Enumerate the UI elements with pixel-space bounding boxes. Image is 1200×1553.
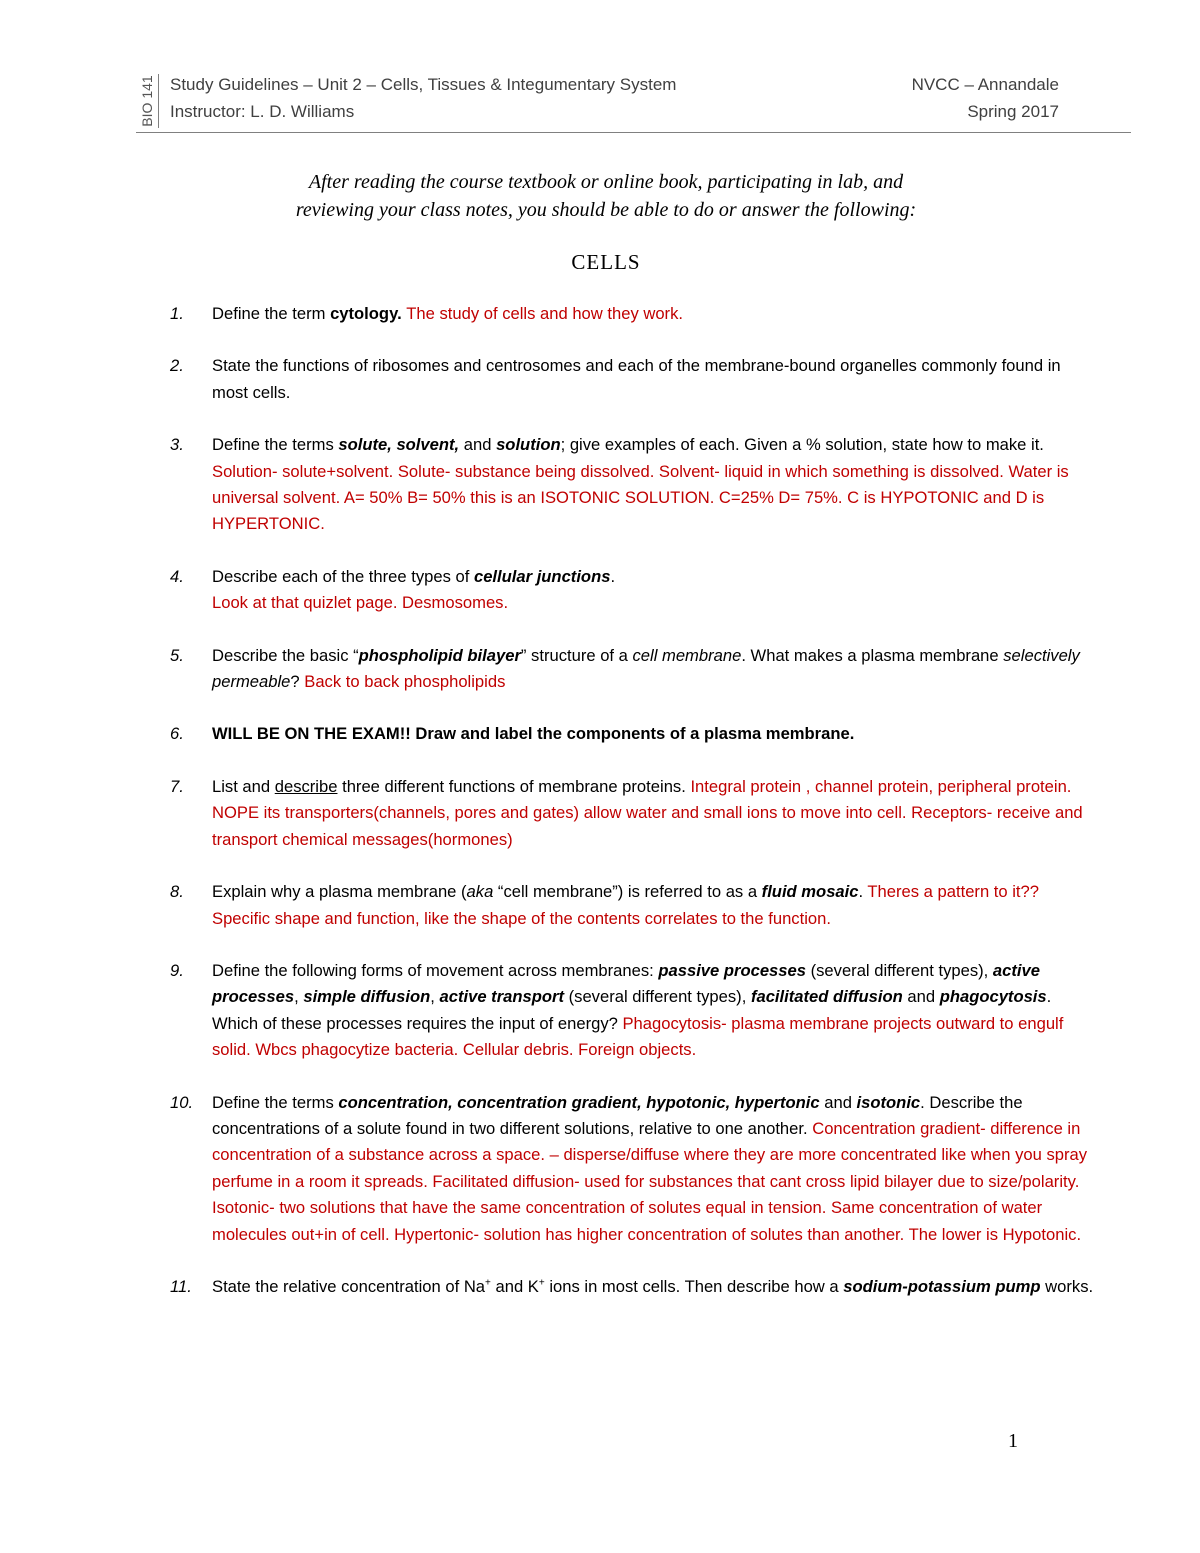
question-9 <box>170 958 1100 1064</box>
question-text: Explain why a plasma membrane ( <box>212 882 467 902</box>
section-title: CELLS <box>571 250 641 274</box>
question-number: 10. <box>170 1092 194 1112</box>
question-text: ” structure of a <box>520 645 633 665</box>
key-term: sodium-potassium pump <box>843 1276 1041 1296</box>
question-2 <box>170 353 1100 406</box>
question-text: and <box>819 1092 857 1112</box>
key-term: active transport <box>439 987 565 1007</box>
question-text: Define the following forms of movement across membranes: <box>212 960 659 980</box>
key-term: phospholipid bilayer <box>358 645 521 665</box>
intro-line-2: reviewing your class notes, you should be able to do or answer the following: <box>295 199 917 221</box>
question-number: 11. <box>170 1276 192 1296</box>
header-divider <box>136 132 1131 133</box>
superscript: + <box>538 1277 545 1289</box>
question-text: ; give examples of each. Given a % solution, state how to make it. <box>560 435 1044 455</box>
answer-text: Theres a pattern to it?? Specific shape and function, like the shape of the contents correlates to the function. <box>212 882 1039 928</box>
answer-text: Back to back phospholipids <box>304 672 506 692</box>
answer-text: Concentration gradient- difference in concentration of a substance across a space. – disperse/diffuse where they are more concentrated like when you spray perfume in a room it spreads. Facilitated diffusion- used for substances that cant cross lipid bilayer due to size/polarity. Isotonic- two solutions that have the same concentration of solutes equal in tension. Same concentration of water molecules out+in of cell. Hypertonic- solution has higher concentration of solutes than another. The lower is Hypotonic. <box>212 1118 1088 1244</box>
key-term: simple diffusion <box>303 987 431 1007</box>
page-number: 1 <box>1008 1430 1018 1452</box>
question-number: 7. <box>170 776 184 796</box>
question-text: works. <box>1040 1276 1094 1296</box>
document-title: Study Guidelines – Unit 2 – Cells, Tissues & Integumentary System <box>170 75 677 94</box>
header-row-1 <box>170 72 1059 98</box>
question-7 <box>170 774 1100 853</box>
header-side-label-box <box>136 74 159 128</box>
question-number: 4. <box>170 566 184 586</box>
key-term: cytology <box>330 304 398 323</box>
question-list <box>170 301 1100 1326</box>
question-text: State the relative concentration of Na <box>212 1276 486 1296</box>
key-term: phagocytosis <box>939 987 1047 1007</box>
question-text: , <box>294 987 304 1007</box>
answer-text: Integral protein , channel protein, peripheral protein. NOPE its transporters(channels, pores and gates) allow water and small ions to move into cell. Receptors- receive and transport chemical messages(hormones) <box>212 776 1083 849</box>
key-term: selectively permeable <box>212 645 1080 692</box>
question-text: State the functions of ribosomes and centrosomes and each of the membrane-bound organelles commonly found in most cells. <box>212 356 1061 402</box>
question-number: 1. <box>170 304 184 323</box>
question-text: . Describe the concentrations of a solute found in two different solutions, relative to one another. <box>212 1092 1023 1138</box>
question-8 <box>170 879 1100 932</box>
question-text: and <box>902 987 940 1007</box>
answer-text: Phagocytosis- plasma membrane projects outward to engulf solid. Wbcs phagocytize bacteria. Cellular debris. Foreign objects. <box>212 1013 1064 1060</box>
exam-notice: WILL BE ON THE EXAM!! Draw and label the components of a plasma membrane. <box>212 724 855 744</box>
question-text: Define the terms <box>212 435 339 455</box>
key-term: cell membrane <box>632 645 742 665</box>
question-text: three different functions of membrane proteins. <box>337 776 691 796</box>
question-text: (several different types), <box>805 960 993 980</box>
question-number: 8. <box>170 882 184 902</box>
key-term: describe <box>274 776 338 796</box>
question-text: Describe each of the three types of <box>212 566 474 586</box>
key-term: cellular junctions <box>473 566 611 586</box>
intro-text <box>136 168 1076 224</box>
question-6 <box>170 721 1100 747</box>
question-text: ions in most cells. Then describe how a <box>544 1276 844 1296</box>
answer-text: Look at that quizlet page. Desmosomes. <box>212 593 509 613</box>
question-text: . What makes a plasma membrane <box>741 645 1004 665</box>
question-text: Define the term <box>212 304 331 323</box>
key-term: active processes <box>212 960 1040 1007</box>
question-text: , <box>430 987 440 1007</box>
question-text: . <box>858 882 868 902</box>
question-text: (several different types), <box>564 987 751 1007</box>
question-4 <box>170 564 1100 617</box>
question-number: 6. <box>170 724 184 744</box>
question-text: . Which of these processes requires the input of energy? <box>212 987 1052 1033</box>
question-text: and K <box>490 1276 539 1296</box>
school-name: NVCC – Annandale <box>911 75 1059 94</box>
question-11 <box>170 1274 1100 1300</box>
key-term: solute, solvent, <box>338 435 460 455</box>
question-text: ? <box>290 672 305 692</box>
key-term: facilitated diffusion <box>750 987 903 1007</box>
question-5 <box>170 643 1100 696</box>
superscript: + <box>485 1277 491 1289</box>
key-term: concentration, concentration gradient, hypotonic, hypertonic <box>338 1092 820 1112</box>
question-text: “cell membrane”) is referred to as a <box>493 882 762 902</box>
question-text: Define the terms <box>212 1092 339 1112</box>
question-1 <box>170 301 1100 327</box>
instructor-name: Instructor: L. D. Williams <box>170 102 355 121</box>
question-number: 5. <box>170 645 184 665</box>
question-text: . <box>610 566 616 586</box>
question-number: 3. <box>170 435 184 455</box>
key-term: aka <box>466 882 494 902</box>
question-number: 2. <box>170 356 184 376</box>
question-text: . <box>397 304 407 323</box>
question-text: and <box>459 435 497 455</box>
question-text: List and <box>212 776 275 796</box>
key-term: passive processes <box>658 960 806 980</box>
key-term: solution <box>496 435 561 455</box>
course-code: BIO 141 <box>139 75 155 127</box>
answer-text: The study of cells and how they work. <box>406 304 683 323</box>
question-text: Describe the basic “ <box>212 645 359 665</box>
question-number: 9. <box>170 960 184 980</box>
question-10 <box>170 1090 1100 1248</box>
answer-text: Solution- solute+solvent. Solute- substance being dissolved. Solvent- liquid in which something is dissolved. Water is universal solvent. A= 50% B= 50% this is an ISOTONIC SOLUTION. C=25% D= 75%. C is HYPOTONIC and D is HYPERTONIC. <box>212 461 1069 534</box>
header-row-2 <box>170 99 1059 125</box>
key-term: isotonic <box>856 1092 921 1112</box>
intro-line-1: After reading the course textbook or online book, participating in lab, and <box>308 171 904 193</box>
term: Spring 2017 <box>967 102 1059 121</box>
key-term: fluid mosaic <box>761 882 859 902</box>
question-3 <box>170 432 1100 538</box>
